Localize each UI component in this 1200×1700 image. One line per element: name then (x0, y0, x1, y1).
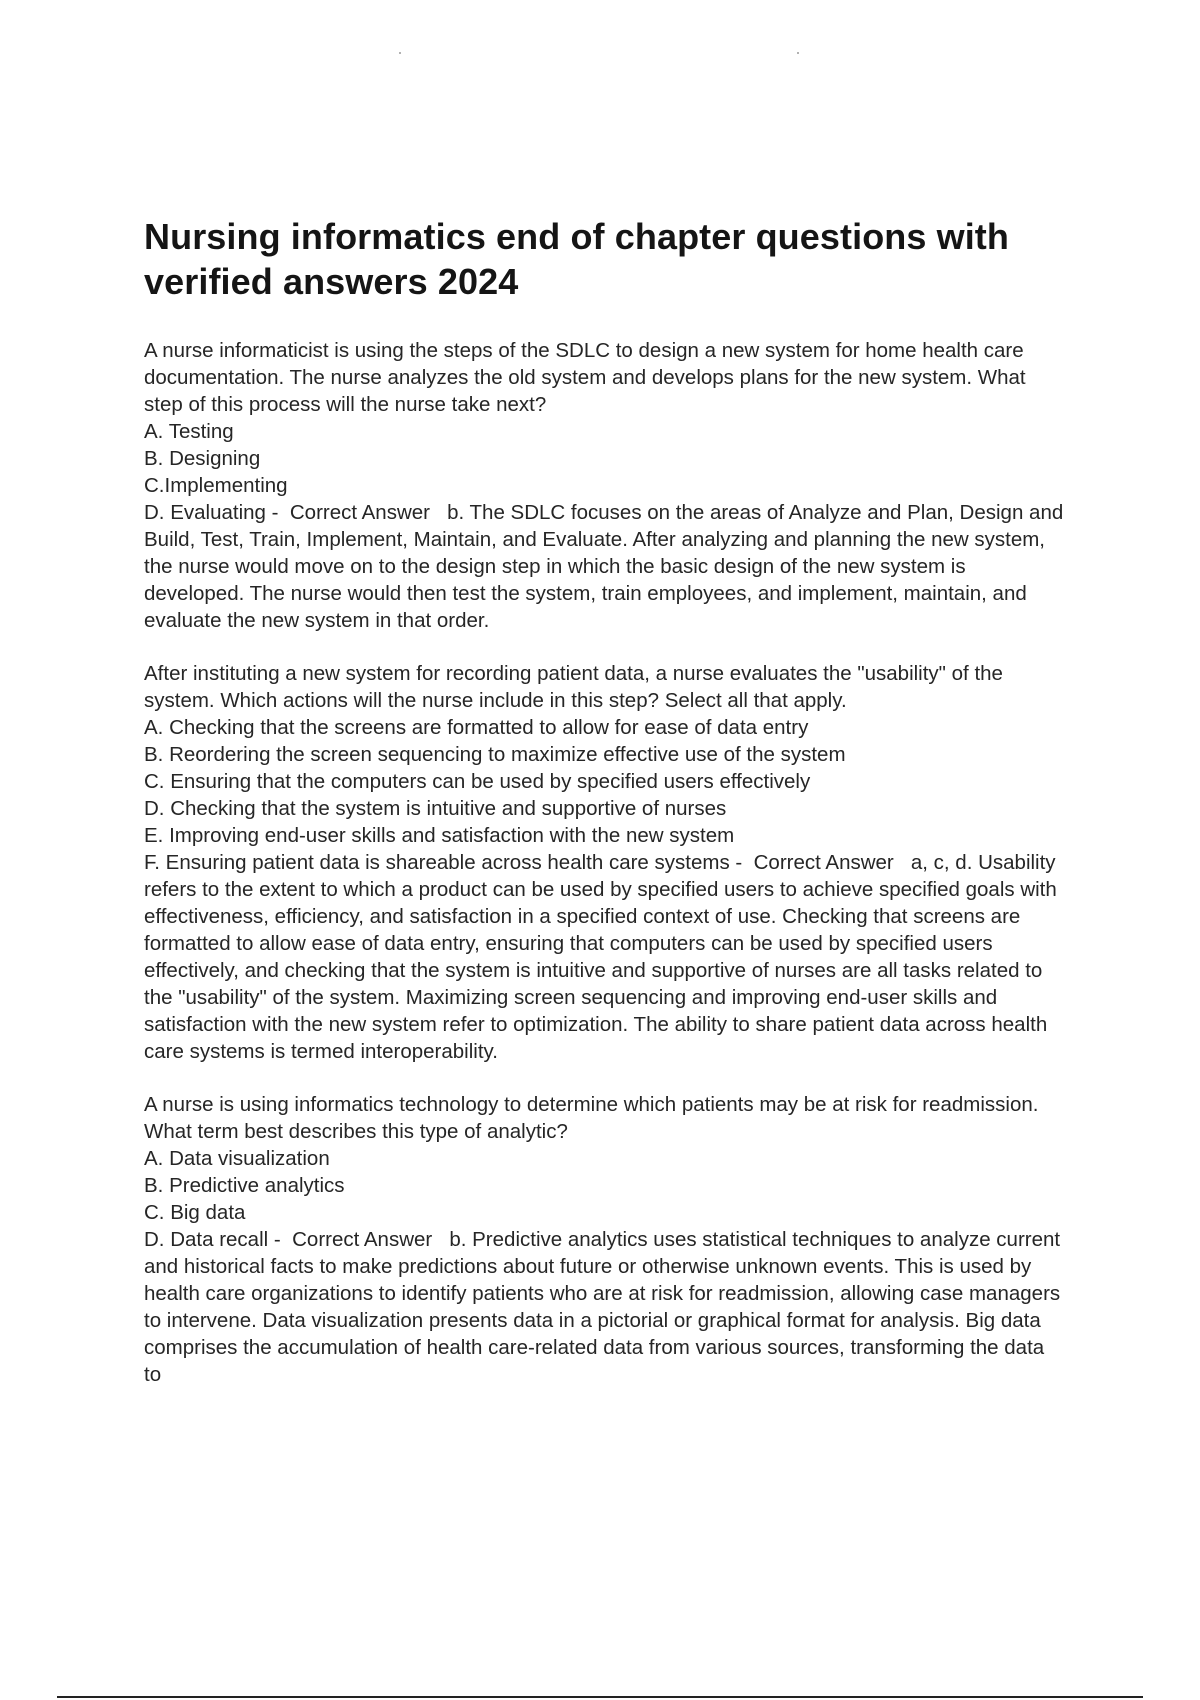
answer-explanation: b. Predictive analytics uses statistical techniques to analyze current and historical facts to make predictions about future or otherwise unknown events. This is used by health care organizations to identify patients who are at risk for readmission, allowing case managers to intervene. Data visualization presents data in a pictorial or graphical format for analysis. Big data comprises the accumulation of health care-related data from various sources, transforming the data to (144, 1228, 1061, 1386)
answer-line (144, 499, 1064, 634)
correct-answer-label: Correct Answer (753, 851, 894, 874)
answer-option: A. Checking that the screens are formatted to allow for ease of data entry (144, 716, 809, 739)
answer-option: C. Ensuring that the computers can be used by specified users effectively (144, 770, 811, 793)
answer-explanation: a, c, d. Usability refers to the extent to which a product can be used by specified users to achieve specified goals with effectiveness, efficiency, and satisfaction in a specified context of use. Checking that screens are formatted to allow ease of data entry, ensuring that computers can be used by specified users effectively, and checking that the system is intuitive and supportive of nurses are all tasks related to the "usability" of the system. Maximizing screen sequencing and improving end-user skills and satisfaction with the new system refer to optimization. The ability to share patient data across health care systems is termed interoperability. (144, 851, 1057, 1063)
correct-answer-label: Correct Answer (289, 501, 430, 524)
document-body (144, 214, 1064, 1414)
document-title: Nursing informatics end of chapter questions with verified answers 2024 (144, 216, 1009, 302)
question-block (144, 337, 1064, 634)
question-stem: After instituting a new system for recording patient data, a nurse evaluates the "usability" of the system. Which actions will the nurse include in this step? Select all that apply. (144, 662, 1003, 712)
answer-option: B. Predictive analytics (144, 1174, 345, 1197)
answer-option: B. Reordering the screen sequencing to maximize effective use of the system (144, 743, 846, 766)
question-block (144, 660, 1064, 1065)
answer-option: C.Implementing (144, 474, 288, 497)
answer-option: B. Designing (144, 447, 261, 470)
answer-separator: - (729, 851, 754, 874)
answer-option: A. Testing (144, 420, 234, 443)
scan-dot (797, 52, 799, 54)
answer-option: D. Checking that the system is intuitive and supportive of nurses (144, 797, 727, 820)
answer-option: D. Evaluating (144, 501, 266, 524)
correct-answer-label: Correct Answer (292, 1228, 433, 1251)
answer-line (144, 849, 1064, 1065)
page-bottom-rule (57, 1696, 1143, 1698)
question-block (144, 1091, 1064, 1388)
answer-explanation: b. The SDLC focuses on the areas of Analyze and Plan, Design and Build, Test, Train, Implement, Maintain, and Evaluate. After analyzing and planning the new system, the nurse would move on to the design step in which the basic design of the new system is developed. The nurse would then test the system, train employees, and implement, maintain, and evaluate the new system in that order. (144, 501, 1064, 632)
answer-option: A. Data visualization (144, 1147, 330, 1170)
answer-option: D. Data recall (144, 1228, 269, 1251)
answer-separator: - (268, 1228, 293, 1251)
answer-option: F. Ensuring patient data is shareable across health care systems (144, 851, 730, 874)
question-stem: A nurse informaticist is using the steps of the SDLC to design a new system for home health care documentation. The nurse analyzes the old system and develops plans for the new system. What step of this process will the nurse take next? (144, 339, 1026, 416)
answer-line (144, 1226, 1064, 1388)
scan-artifact-dots (0, 52, 1200, 56)
scan-dot (399, 52, 401, 54)
answer-option: C. Big data (144, 1201, 246, 1224)
answer-separator: - (265, 501, 290, 524)
answer-option: E. Improving end-user skills and satisfaction with the new system (144, 824, 735, 847)
question-stem: A nurse is using informatics technology to determine which patients may be at risk for readmission. What term best describes this type of analytic? (144, 1093, 1039, 1143)
